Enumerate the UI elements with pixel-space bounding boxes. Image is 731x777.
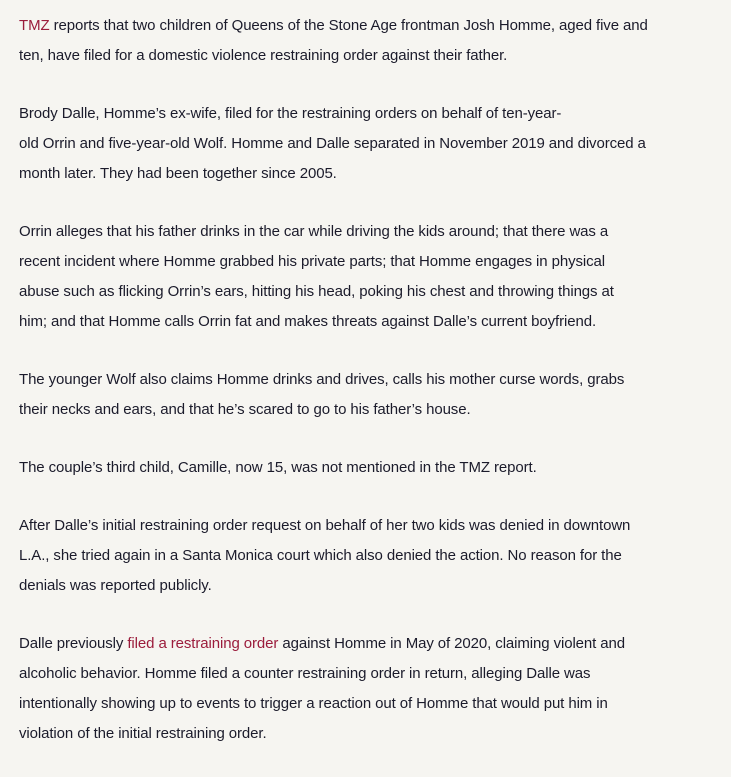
article-paragraph: [19, 99, 725, 189]
text-segment: violation of the initial restraining order.: [19, 725, 267, 742]
text-segment: recent incident where Homme grabbed his private parts; that Homme engages in physical: [19, 253, 605, 270]
text-segment: Dalle previously: [19, 635, 128, 652]
text-line: [19, 629, 725, 659]
text-line: [19, 129, 725, 159]
article-link[interactable]: filed a restraining order: [127, 635, 279, 652]
text-line: [19, 159, 725, 189]
text-line: [19, 247, 725, 277]
text-segment: their necks and ears, and that he’s scared to go to his father’s house.: [19, 401, 471, 418]
text-segment: old Orrin and five-year-old Wolf. Homme and Dalle separated in November 2019 and divorced a: [19, 135, 646, 152]
text-segment: reports that two children of Queens of the Stone Age frontman Josh Homme, aged five and: [49, 17, 648, 34]
text-segment: Brody Dalle, Homme’s ex-wife, filed for the restraining orders on behalf of ten-year-: [19, 105, 562, 122]
text-line: [19, 659, 725, 689]
text-segment: month later. They had been together since 2005.: [19, 165, 337, 182]
text-line: [19, 719, 725, 749]
text-segment: Orrin alleges that his father drinks in the car while driving the kids around; that there was a: [19, 223, 609, 240]
text-line: [19, 99, 725, 129]
text-line: [19, 541, 725, 571]
article-paragraph: [19, 365, 725, 425]
article-body: [19, 11, 725, 777]
text-line: [19, 217, 725, 247]
text-segment: The couple’s third child, Camille, now 15, was not mentioned in the TMZ report.: [19, 459, 537, 476]
text-line: [19, 307, 725, 337]
article-paragraph: [19, 629, 725, 749]
article-link[interactable]: TMZ: [19, 17, 50, 34]
text-segment: abuse such as flicking Orrin’s ears, hitting his head, poking his chest and throwing things at: [19, 283, 614, 300]
text-line: [19, 453, 725, 483]
article-paragraph: [19, 453, 725, 483]
article-paragraph: [19, 511, 725, 601]
text-segment: ten, have filed for a domestic violence restraining order against their father.: [19, 47, 508, 64]
text-line: [19, 689, 725, 719]
text-segment: After Dalle’s initial restraining order request on behalf of her two kids was denied in downtown: [19, 517, 631, 534]
text-line: [19, 11, 725, 41]
article-paragraph: [19, 217, 725, 337]
text-segment: The younger Wolf also claims Homme drinks and drives, calls his mother curse words, grabs: [19, 371, 625, 388]
text-segment: denials was reported publicly.: [19, 577, 212, 594]
text-segment: him; and that Homme calls Orrin fat and makes threats against Dalle’s current boyfriend.: [19, 313, 597, 330]
text-line: [19, 41, 725, 71]
text-segment: intentionally showing up to events to trigger a reaction out of Homme that would put him in: [19, 695, 608, 712]
text-segment: alcoholic behavior. Homme filed a counter restraining order in return, alleging Dalle was: [19, 665, 591, 682]
text-segment: L.A., she tried again in a Santa Monica court which also denied the action. No reason for the: [19, 547, 622, 564]
text-line: [19, 571, 725, 601]
text-line: [19, 511, 725, 541]
text-line: [19, 365, 725, 395]
article-paragraph: [19, 11, 725, 71]
text-line: [19, 277, 725, 307]
text-line: [19, 395, 725, 425]
text-segment: against Homme in May of 2020, claiming violent and: [278, 635, 626, 652]
